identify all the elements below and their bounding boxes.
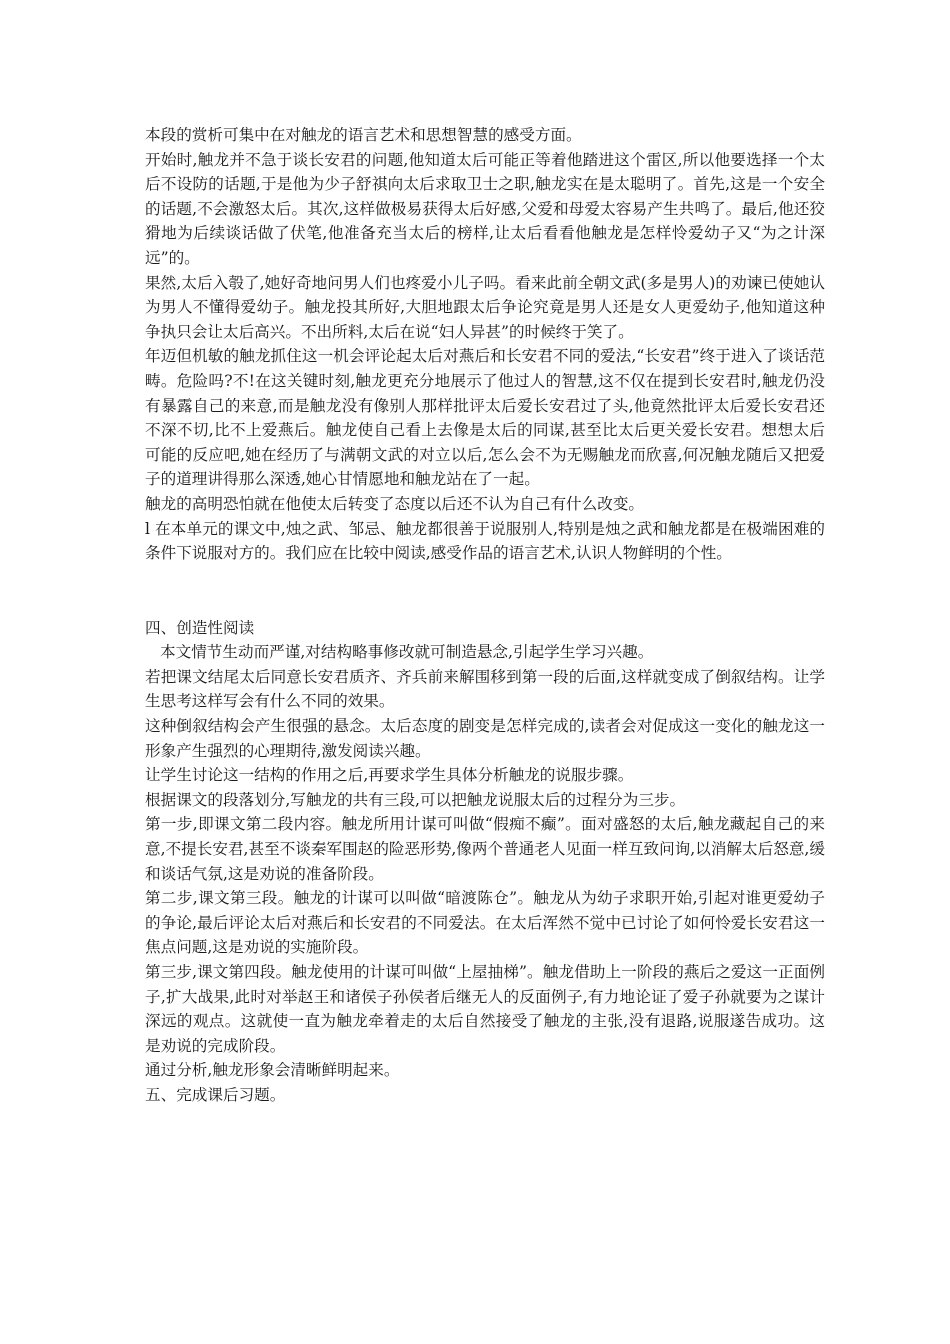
- paragraph-step-one: 第一步,即课文第二段内容。触龙所用计谋可叫做“假痴不癫”。面对盛怒的太后,触龙藏起自己的来意,不提长安君,甚至不谈秦军围赵的险恶形势,像两个普通老人见面一样互致问询,以消解太后怒意,缓和谈话气氛,这是劝说的准备阶段。: [145, 815, 825, 883]
- paragraph-critical-moment: 年迈但机敏的触龙抓住这一机会评论起太后对燕后和长安君不同的爱法,“长安君”终于进入了谈话范畴。危险吗?不!在这关键时刻,触龙更充分地展示了他过人的智慧,这不仅在提到长安君时,触龙仍没有暴露自己的来意,而是触龙没有像别人那样批评太后爱长安君过了头,他竟然批评太后爱长安君还不深不切,比不上爱燕后。触龙使自己看上去像是太后的同谋,甚至比太后更关爱长安君。想想太后可能的反应吧,她在经历了与满朝文武的对立以后,怎么会不为无赐触龙而欣喜,何况触龙随后又把爱子的道理讲得那么深透,她心甘情愿地和触龙站在了一起。: [145, 347, 825, 489]
- section-heading-creative-reading: 四、创造性阅读: [145, 618, 255, 637]
- paragraph-three-steps: 根据课文的段落划分,写触龙的共有三段,可以把触龙说服太后的过程分为三步。: [145, 790, 686, 809]
- paragraph-analysis-result: 通过分析,触龙形象会清晰鲜明起来。: [145, 1061, 400, 1080]
- section-spacer: [145, 566, 825, 616]
- document-body: [145, 123, 825, 1108]
- section-heading-exercises: 五、完成课后习题。: [145, 1085, 286, 1104]
- paragraph-queen-curious: 果然,太后入彀了,她好奇地问男人们也疼爱小儿子吗。看来此前全朝文武(多是男人)的劝谏已使她认为男人不懂得爱幼子。触龙投其所好,大胆地跟太后争论究竟是男人还是女人更爱幼子,他知道这种争执只会让太后高兴。不出所料,太后在说“妇人异甚”的时候终于笑了。: [145, 273, 825, 341]
- paragraph-intro: 本文情节生动而严谨,对结构略事修改就可制造悬念,引起学生学习兴趣。: [160, 643, 654, 662]
- paragraph-unit-comparison: l 在本单元的课文中,烛之武、邹忌、触龙都很善于说服别人,特别是烛之武和触龙都是在极端困难的条件下说服对方的。我们应在比较中阅读,感受作品的语言艺术,认识人物鲜明的个性。: [145, 519, 825, 563]
- paragraph-step-two: 第二步,课文第三段。触龙的计谋可以叫做“暗渡陈仓”。触龙从为幼子求职开始,引起对谁更爱幼子的争论,最后评论太后对燕后和长安君的不同爱法。在太后浑然不觉中已讨论了如何怜爱长安君这一焦点问题,这是劝说的实施阶段。: [145, 889, 825, 957]
- paragraph-brilliance: 触龙的高明恐怕就在他使太后转变了态度以后还不认为自己有什么改变。: [145, 494, 645, 513]
- paragraph-step-three: 第三步,课文第四段。触龙使用的计谋可叫做“上屋抽梯”。触龙借助上一阶段的燕后之爱这一正面例子,扩大战果,此时对举赵王和诸侯子孙侯者后继无人的反面例子,有力地论证了爱子孙就要为之谋计深远的观点。这就使一直为触龙牵着走的太后自然接受了触龙的主张,没有退路,说服遂告成功。这是劝说的完成阶段。: [145, 963, 825, 1055]
- paragraph-opening-strategy: 开始时,触龙并不急于谈长安君的问题,他知道太后可能正等着他踏进这个雷区,所以他要选择一个太后不设防的话题,于是他为少子舒祺向太后求取卫士之职,触龙实在是太聪明了。首先,这是一个安全的话题,不会激怒太后。其次,这样做极易获得太后好感,父爱和母爱太容易产生共鸣了。最后,他还狡猾地为后续谈话做了伏笔,他准备充当太后的榜样,让太后看看他触龙是怎样怜爱幼子又“为之计深远”的。: [145, 150, 825, 267]
- paragraph-appreciation-focus: 本段的赏析可集中在对触龙的语言艺术和思想智慧的感受方面。: [145, 126, 582, 144]
- paragraph-suspense: 这种倒叙结构会产生很强的悬念。太后态度的剧变是怎样完成的,读者会对促成这一变化的触龙这一形象产生强烈的心理期待,激发阅读兴趣。: [145, 717, 825, 760]
- paragraph-discussion: 让学生讨论这一结构的作用之后,再要求学生具体分析触龙的说服步骤。: [145, 766, 634, 785]
- paragraph-flashback: 若把课文结尾太后同意长安君质齐、齐兵前来解围移到第一段的后面,这样就变成了倒叙结构。让学生思考这样写会有什么不同的效果。: [145, 667, 825, 711]
